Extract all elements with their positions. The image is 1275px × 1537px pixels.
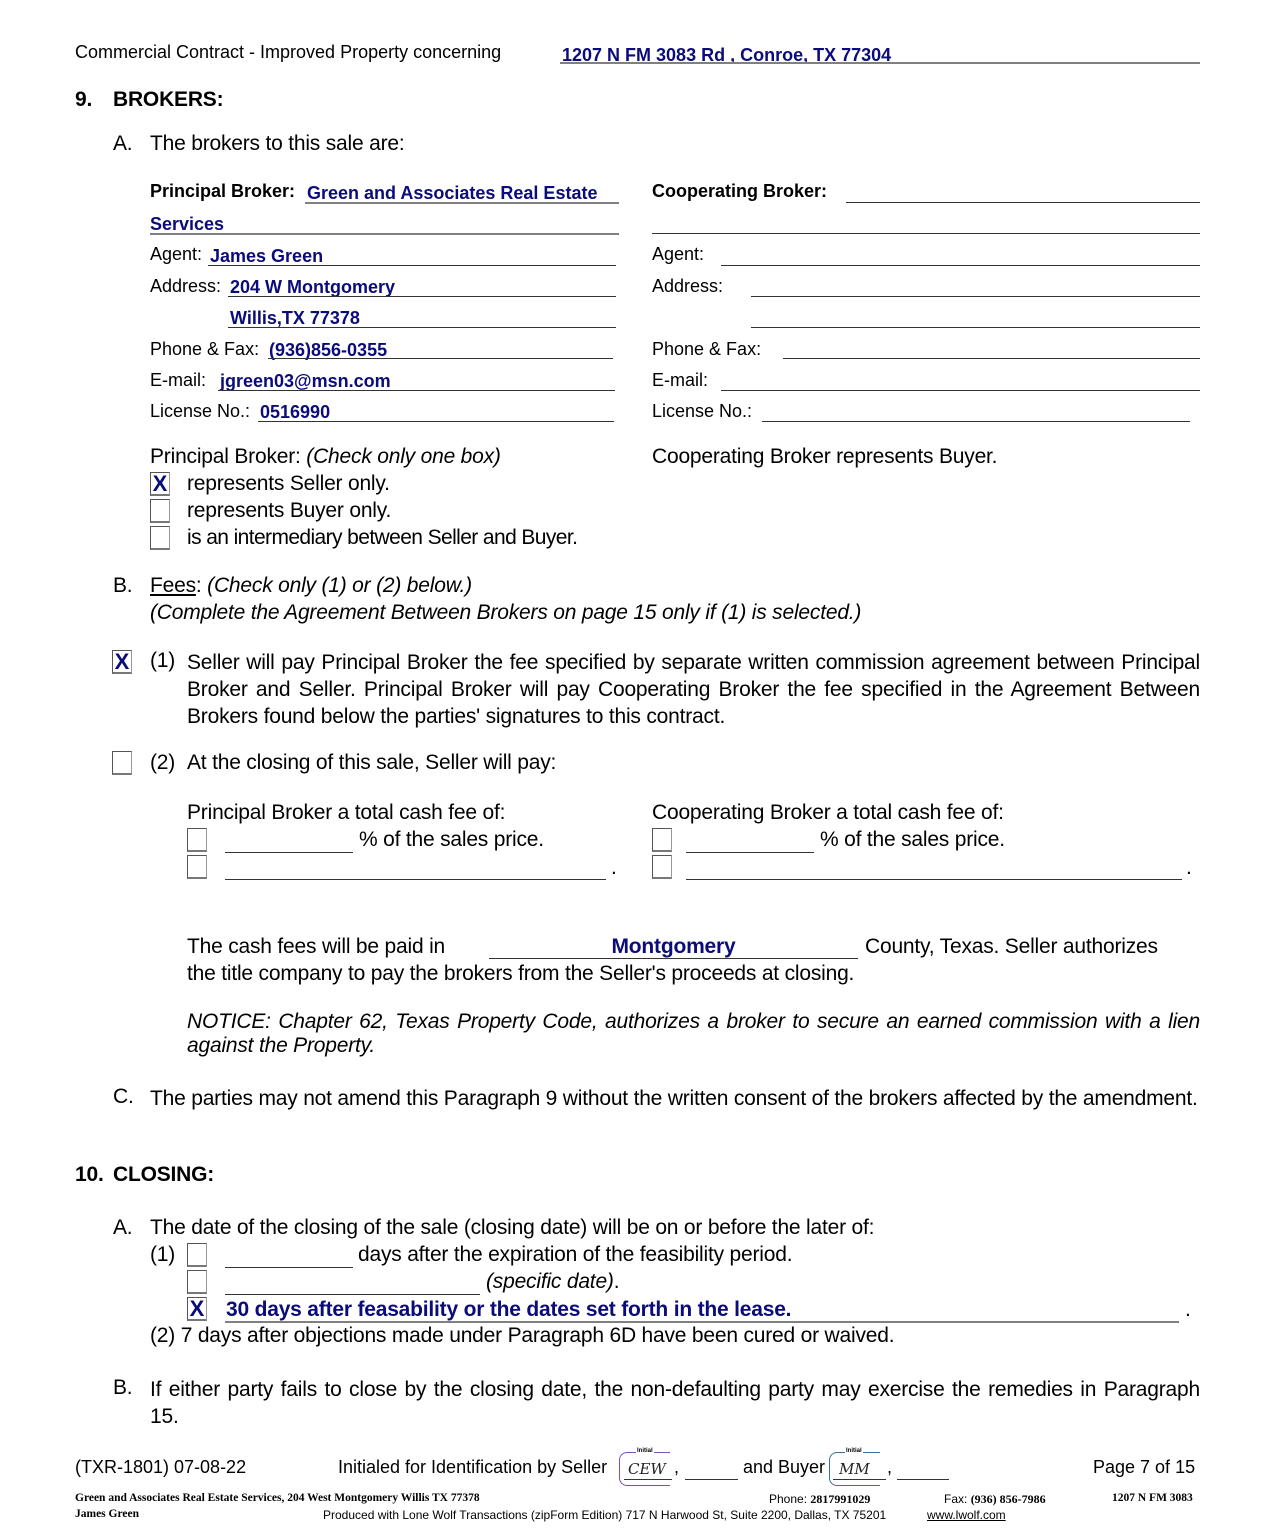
cooperating-agent-field[interactable] — [721, 265, 1200, 266]
closing-specific-date-suffix: (specific date). — [486, 1270, 620, 1293]
cooperating-email-field[interactable] — [721, 390, 1200, 391]
county-line-2: the title company to pay the brokers from the Seller's proceeds at closing. — [187, 962, 855, 985]
cooperating-license-label: License No.: — [652, 401, 753, 421]
principal-fee-percent-suffix: % of the sales price. — [359, 828, 544, 851]
cooperating-broker-field[interactable] — [846, 202, 1200, 203]
principal-represents-label: Principal Broker: (Check only one box) — [150, 445, 501, 468]
section-9c-letter: C. — [113, 1085, 134, 1108]
represents-buyer-label: represents Buyer only. — [187, 499, 392, 522]
cooperating-fee-percent-field[interactable] — [686, 852, 814, 853]
intermediary-label: is an intermediary between Seller and Buyer. — [187, 526, 578, 549]
cooperating-fee-percent-suffix: % of the sales price. — [820, 828, 1005, 851]
section-10-heading: CLOSING: — [113, 1163, 215, 1186]
fees-hint-2: (Complete the Agreement Between Brokers on page 15 only if (1) is selected.) — [150, 601, 862, 624]
principal-broker-field-line2[interactable]: Services — [150, 214, 225, 234]
seller-initial-2-field[interactable] — [685, 1479, 738, 1480]
fee-option-1-number: (1) — [150, 649, 176, 672]
section-10a-letter: A. — [113, 1216, 133, 1239]
cooperating-phone-label: Phone & Fax: — [652, 339, 762, 359]
address-underline-2 — [228, 327, 616, 328]
seller-initial-comma: , — [674, 1457, 680, 1477]
cooperating-email-label: E-mail: — [652, 370, 709, 390]
seller-initials: CEW — [628, 1460, 666, 1478]
section-10a-text: The date of the closing of the sale (closing date) will be on or before the later of: — [150, 1216, 875, 1239]
phone-underline — [268, 358, 613, 359]
property-address-underline — [560, 62, 1200, 64]
cooperating-address-field-2[interactable] — [751, 327, 1200, 328]
address-field-line2[interactable]: Willis,TX 77378 — [230, 308, 360, 328]
license-field[interactable]: 0516990 — [260, 402, 331, 422]
represents-buyer-checkbox[interactable] — [150, 499, 170, 523]
principal-fee-label: Principal Broker a total cash fee of: — [187, 801, 506, 824]
cooperating-fee-amount-field[interactable] — [686, 879, 1182, 880]
agent-field[interactable]: James Green — [210, 246, 324, 266]
cooperating-represents-text: Cooperating Broker represents Buyer. — [652, 445, 998, 468]
fee-option-2-text: At the closing of this sale, Seller will pay: — [187, 751, 557, 774]
footer-phone: Phone: 2817991029 — [769, 1492, 871, 1506]
closing-other-underline — [225, 1321, 1179, 1323]
fee-option-1-text: Seller will pay Principal Broker the fee specified by separate written commission agreement between Principal Broker and Seller. Principal Broker will pay Cooperating Broker the fee specified in the Agreement Between Brokers found below the parties' signatures to this contract. — [187, 651, 1200, 728]
cooperating-license-field[interactable] — [762, 421, 1190, 422]
principal-fee-amount-checkbox[interactable] — [187, 855, 207, 879]
closing-option-1-number: (1) — [150, 1243, 176, 1266]
section-9-number: 9. — [75, 88, 93, 111]
notice-text: NOTICE: Chapter 62, Texas Property Code, authorizes a broker to secure an earned commission with a lien against the Property. — [187, 1010, 1200, 1057]
principal-broker-field-line1[interactable]: Green and Associates Real Estate — [307, 183, 598, 203]
footer-fax: Fax: (936) 856-7986 — [944, 1492, 1046, 1506]
section-10b-letter: B. — [113, 1376, 133, 1399]
brokerage-line: Green and Associates Real Estate Services, 204 West Montgomery Willis TX 77378 — [75, 1492, 480, 1504]
fees-heading: Fees: (Check only (1) or (2) below.) — [150, 574, 472, 597]
fee-option-2-checkbox[interactable] — [112, 751, 132, 775]
closing-specific-date-checkbox[interactable] — [187, 1270, 207, 1294]
closing-days-checkbox[interactable] — [187, 1243, 207, 1267]
seller-initial-label: Initial — [637, 1448, 653, 1454]
section-9b-letter: B. — [113, 574, 133, 597]
license-label: License No.: — [150, 401, 251, 421]
form-id: (TXR-1801) 07-08-22 — [75, 1457, 247, 1477]
closing-other-period: . — [1185, 1298, 1191, 1321]
property-address-field[interactable]: 1207 N FM 3083 Rd , Conroe, TX 77304 — [562, 45, 892, 65]
phone-fax-field[interactable]: (936)856-0355 — [269, 340, 388, 360]
cooperating-phone-field[interactable] — [783, 358, 1200, 359]
fee-option-2-number: (2) — [150, 751, 176, 774]
lwolf-link[interactable]: www.lwolf.com — [927, 1508, 1006, 1522]
section-10-number: 10. — [75, 1163, 104, 1186]
initialed-text: Initialed for Identification by Seller — [338, 1457, 608, 1477]
intermediary-checkbox[interactable] — [150, 526, 170, 550]
agent-label: Agent: — [150, 244, 203, 264]
principal-fee-percent-checkbox[interactable] — [187, 828, 207, 852]
closing-days-field[interactable] — [225, 1267, 353, 1268]
section-9c-text: The parties may not amend this Paragraph 9 without the written consent of the brokers affected by the amendment. — [150, 1087, 1198, 1110]
document-header-title: Commercial Contract - Improved Property concerning — [75, 42, 502, 62]
principal-fee-percent-field[interactable] — [225, 852, 353, 853]
cooperating-fee-period: . — [1186, 856, 1192, 879]
represents-seller-checkbox[interactable]: X — [150, 472, 170, 496]
address-label: Address: — [150, 276, 222, 296]
section-9a-text: The brokers to this sale are: — [150, 132, 405, 155]
principal-broker-underline-2 — [150, 233, 619, 235]
closing-option-2-text: (2) 7 days after objections made under Paragraph 6D have been cured or waived. — [150, 1324, 895, 1347]
and-buyer-text: and Buyer — [743, 1457, 826, 1477]
fee-option-1-checkbox[interactable]: X — [112, 650, 132, 674]
email-label: E-mail: — [150, 370, 207, 390]
county-prefix: The cash fees will be paid in — [187, 935, 446, 958]
closing-other-field[interactable]: 30 days after feasability or the dates set forth in the lease. — [226, 1298, 792, 1321]
cooperating-agent-label: Agent: — [652, 244, 705, 264]
closing-days-suffix: days after the expiration of the feasibility period. — [358, 1243, 793, 1266]
seller-initial-underline — [624, 1479, 672, 1480]
agent-name-footer: James Green — [75, 1508, 139, 1520]
cooperating-fee-label: Cooperating Broker a total cash fee of: — [652, 801, 1004, 824]
buyer-initial-2-field[interactable] — [897, 1479, 949, 1480]
cooperating-broker-field-2[interactable] — [652, 233, 1200, 234]
county-suffix: County, Texas. Seller authorizes — [865, 935, 1158, 958]
cooperating-broker-label: Cooperating Broker: — [652, 181, 828, 201]
license-underline — [258, 421, 614, 422]
buyer-initial-underline — [833, 1479, 886, 1480]
cooperating-address-label: Address: — [652, 276, 724, 296]
cooperating-fee-percent-checkbox[interactable] — [652, 828, 672, 852]
buyer-initial-comma: , — [887, 1457, 893, 1477]
agent-underline — [208, 265, 616, 266]
produced-with: Produced with Lone Wolf Transactions (zipForm Edition) 717 N Harwood St, Suite 2200, Dallas, TX 75201 — [323, 1508, 887, 1522]
footer-doc-ref: 1207 N FM 3083 — [1112, 1492, 1193, 1504]
section-9-heading: BROKERS: — [113, 88, 224, 111]
county-field[interactable]: Montgomery — [611, 935, 736, 958]
principal-broker-underline — [305, 202, 619, 204]
address-underline-1 — [228, 296, 616, 297]
principal-fee-amount-field[interactable] — [225, 879, 606, 880]
page-number: Page 7 of 15 — [1093, 1457, 1196, 1477]
section-10b-text: If either party fails to close by the closing date, the non-defaulting party may exercise the remedies in Paragraph 15. — [150, 1378, 1200, 1428]
principal-broker-label: Principal Broker: — [150, 181, 296, 201]
buyer-initials: MM — [839, 1460, 870, 1478]
represents-seller-label: represents Seller only. — [187, 472, 390, 495]
cooperating-fee-amount-checkbox[interactable] — [652, 855, 672, 879]
email-underline — [218, 390, 615, 391]
section-9a-letter: A. — [113, 132, 133, 155]
closing-specific-date-field[interactable] — [225, 1294, 480, 1295]
address-field-line1[interactable]: 204 W Montgomery — [230, 277, 396, 297]
closing-other-checkbox[interactable]: X — [187, 1297, 207, 1321]
phone-fax-label: Phone & Fax: — [150, 339, 260, 359]
email-field[interactable]: jgreen03@msn.com — [220, 371, 391, 391]
principal-fee-period: . — [611, 856, 617, 879]
buyer-initial-label: Initial — [846, 1448, 862, 1454]
cooperating-address-field-1[interactable] — [751, 296, 1200, 297]
